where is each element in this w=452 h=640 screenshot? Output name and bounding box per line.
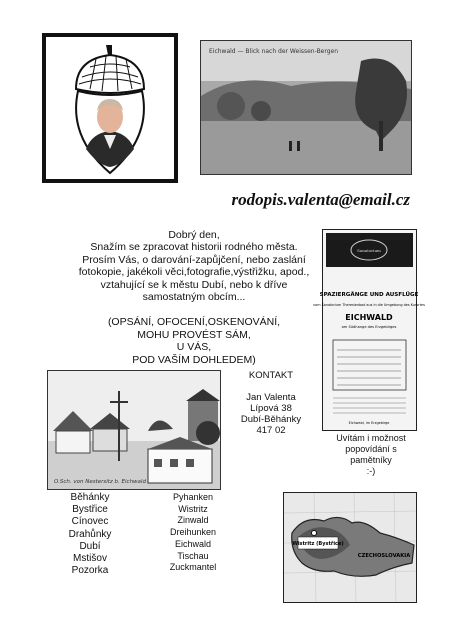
list-item: Pyhanken (172, 492, 214, 502)
list-item: Tischau (177, 550, 209, 561)
contact-street: Lípová 38 (250, 403, 292, 414)
list-item: Běhánky (70, 492, 110, 503)
historic-photo-bottom (47, 370, 221, 490)
svg-text:Sanatorium: Sanatorium (357, 248, 381, 253)
german-place-list (148, 492, 238, 574)
letter-line: Dobrý den, (168, 229, 220, 241)
photo-top-caption: Eichwald — Blick nach der Weissen-Bergen (209, 48, 339, 55)
letter-line: vztahující se k městu Dubí, nebo k dříve (100, 278, 288, 291)
list-item: Pozorka (71, 565, 109, 577)
brochure-region: am Südhange des Erzgebirges (341, 325, 397, 329)
contact-city: Dubí-Běhánky (240, 414, 302, 425)
list-item: Mstišov (73, 553, 107, 565)
caption-line: popovídání s (345, 444, 397, 454)
letter-line: Prosím Vás, o darování-zapůjčení, nebo zaslání (82, 253, 306, 266)
brochure-subtitle: vom Sanatorium Theresienbad aus in die Umgebung des Kurortes (313, 303, 425, 307)
list-item: Eichwald (174, 538, 212, 549)
list-item: Zuckmantel (169, 562, 217, 573)
letter-line: (OPSÁNÍ, OFOCENÍ,OSKENOVÁNÍ, (107, 316, 281, 329)
contact-heading: KONTAKT (248, 370, 294, 381)
list-item: Dreihunken (169, 527, 217, 538)
list-item: Dubí (79, 540, 101, 552)
map-city-label: Wistritz (Bystřice) (292, 541, 344, 547)
witness-caption (325, 433, 417, 477)
acorn-portrait-icon (46, 37, 174, 179)
list-item: Wistritz (178, 503, 208, 514)
contact-email[interactable]: rodopis.valenta@email.cz (231, 190, 410, 209)
contact-block (236, 370, 306, 436)
caption-line: :-) (366, 466, 376, 476)
letter-line: MOHU PROVÉST SÁM, (137, 328, 251, 341)
photo-bottom-caption: O.Sch. von Nestersitz b. Eichwald (54, 479, 146, 485)
brochure-image (313, 229, 425, 431)
czech-place-list (50, 492, 130, 577)
contact-name: Jan Valenta (246, 392, 296, 403)
caption-line: pamětníky (350, 455, 392, 465)
brochure-footer: Eichwald, im Erzgebirge (348, 421, 390, 425)
letter-line: U VÁS, (176, 341, 212, 354)
list-item: Cínovec (71, 516, 109, 528)
letter-body (70, 229, 318, 366)
contact-zip: 417 02 (256, 425, 286, 436)
acorn-logo-frame (42, 33, 178, 183)
letter-line: samostatným obcím... (142, 291, 246, 304)
historic-photo-top (200, 40, 412, 175)
brochure-place: EICHWALD (345, 313, 393, 322)
list-item: Drahůnky (68, 528, 112, 540)
map-country-label: CZECHOSLOVAKIA (357, 553, 411, 559)
list-item: Bystřice (72, 504, 108, 516)
letter-line: fotokopie, jakékoli věci,fotografie,výstřižku, apod., (78, 266, 310, 279)
list-item: Zinwald (177, 515, 209, 526)
czechoslovakia-map (283, 492, 417, 603)
letter-line: Snažím se zpracovat historii rodného města. (90, 241, 298, 254)
caption-line: Uvítám i možnost (336, 433, 406, 443)
letter-line: POD VAŠÍM DOHLEDEM) (132, 353, 256, 366)
brochure-title: SPAZIERGÄNGE UND AUSFLÜGE (319, 292, 419, 298)
